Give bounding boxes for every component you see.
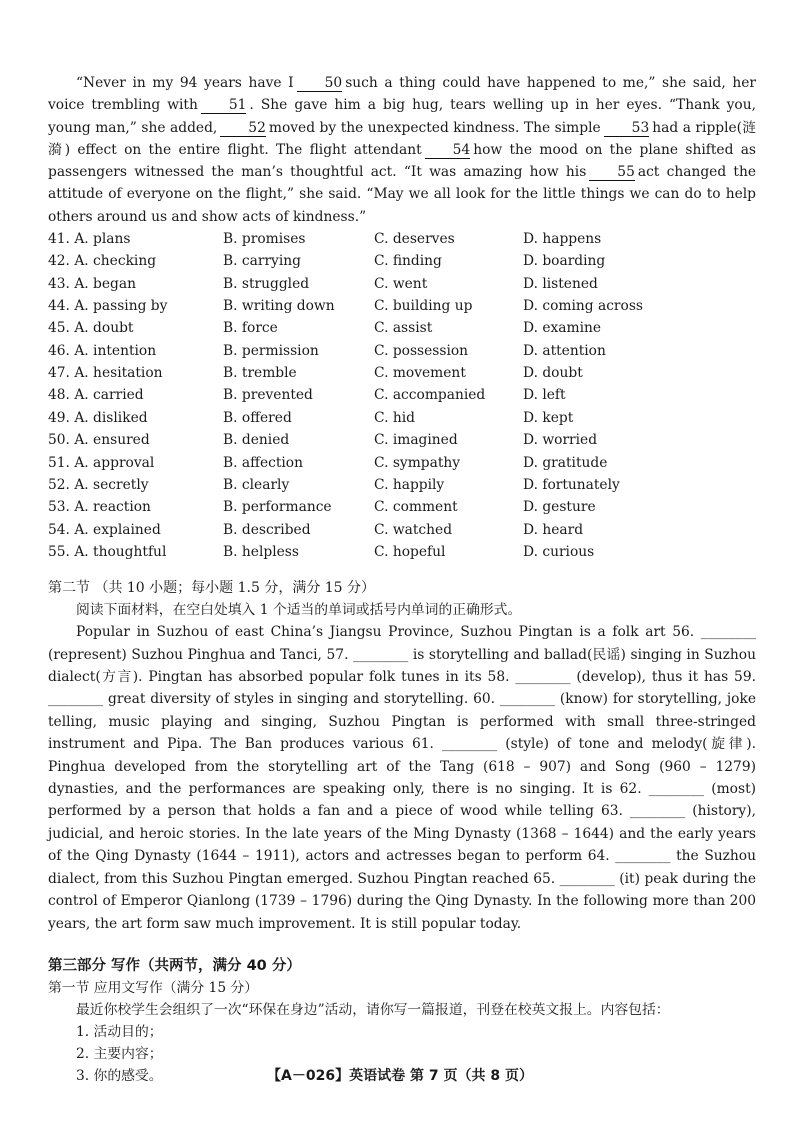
question-49: 49. A. disliked B. offered C. hid D. kept [48,409,574,426]
question-53: 53. A. reaction B. performance C. comment D. gesture [48,499,596,516]
question-50: 50. A. ensured B. denied C. imagined D. worried [48,432,598,449]
part-3-title: 第三部分 写作（共两节，满分 40 分） [48,957,301,974]
question-51: 51. A. approval B. affection C. sympathy D. gratitude [48,454,608,471]
question-45: 45. A. doubt B. force C. assist D. examine [48,320,602,337]
exam-page [48,72,756,1087]
answer-options [48,228,756,563]
blank-52: 52 [220,121,266,137]
question-42: 42. A. checking B. carrying C. finding D. boarding [48,253,606,270]
writing-task: 最近你校学生会组织了一次“环保在身边”活动，请你写一篇报道，刊登在校英文报上。内容包括： [76,1001,670,1018]
question-41: 41. A. plans B. promises C. deserves D. happens [48,231,602,248]
grammar-fill-passage: Popular in Suzhou of east China’s Jiangsu Province, Suzhou Pingtan is a folk art 56. ________ (represent) Suzhou Pinghua and Tanci, 57. ________ is storytelling and ballad(民谣) singing in Suzhou dialect(方言). Pingtan has absorbed popular folk tunes in its 58. ________ (develop), thus it has 59. ________ great diversity of styles in singing and storytelling. 60. ________ (know) for storytelling, joke telling, music playing and singing, Suzhou Pingtan is performed with small three-stringed instrument and Pipa. The Ban produces various 61. ________ (style) of tone and melody(旋律). Pinghua developed from the storytelling art of the Tang (618 – 907) and Song (960 – 1279) dynasties, and the performances are speaking only, there is no singing. It is 62. ________ (most) performed by a person that holds a fan and a piece of wood while telling 63. ________ (history), judicial, and heroic stories. In the late years of the Ming Dynasty (1368 – 1644) and the early years of the Qing Dynasty (1644 – 1911), actors and actresses began to perform 64. ________ the Suzhou dialect, from this Suzhou Pingtan emerged. Suzhou Pingtan reached 65. ________ (it) peak during the control of Emperor Qianlong (1739 – 1796) during the Qing Dynasty. In the following more than 200 years, the art form saw much improvement. It is still popular today. [48,624,756,932]
question-43: 43. A. began B. struggled C. went D. listened [48,275,598,292]
writing-item-3: 3. 你的感受。 [76,1067,163,1084]
question-48: 48. A. carried B. prevented C. accompanied D. left [48,387,566,404]
question-47: 47. A. hesitation B. tremble C. movement D. doubt [48,365,583,382]
blank-54: 54 [425,143,471,159]
passage-ending: “Never in my 94 years have I 50 such a thing could have happened to me,” she said, her voice trembling with 51 . She gave him a big hug, tears welling up in her eyes. “Thank you, young man,” she added, 52 moved by the unexpected kindness. The simple 53 had a ripple(涟漪) effect on the entire flight. The flight attendant 54 how the mood on the plane shifted as passengers witnessed the man’s thoughtful act. “It was amazing how his 55 act changed the attitude of everyone on the flight,” she said. “May we all look for the little things we can do to help others around us and show acts of kindness.” [48,75,756,225]
page-footer: 【A－026】英语试卷 第 7 页（共 8 页） [267,1068,533,1084]
blank-51: 51 [201,98,247,114]
question-46: 46. A. intention B. permission C. possession D. attention [48,342,606,359]
question-55: 55. A. thoughtful B. helpless C. hopeful D. curious [48,543,595,560]
question-54: 54. A. explained B. described C. watched D. heard [48,521,584,538]
section-2-instruction: 阅读下面材料，在空白处填入 1 个适当的单词或括号内单词的正确形式。 [76,602,522,619]
blank-53: 53 [604,121,650,137]
writing-item-2: 2. 主要内容； [76,1045,163,1062]
section-2-title: 第二节 （共 10 小题；每小题 1.5 分，满分 15 分） [48,580,376,597]
blank-55: 55 [589,165,635,181]
question-44: 44. A. passing by B. writing down C. building up D. coming across [48,298,643,315]
question-52: 52. A. secretly B. clearly C. happily D. fortunately [48,476,620,493]
writing-item-1: 1. 活动目的； [76,1023,163,1040]
blank-50: 50 [297,76,343,92]
writing-section-1-title: 第一节 应用文写作（满分 15 分） [48,979,259,996]
